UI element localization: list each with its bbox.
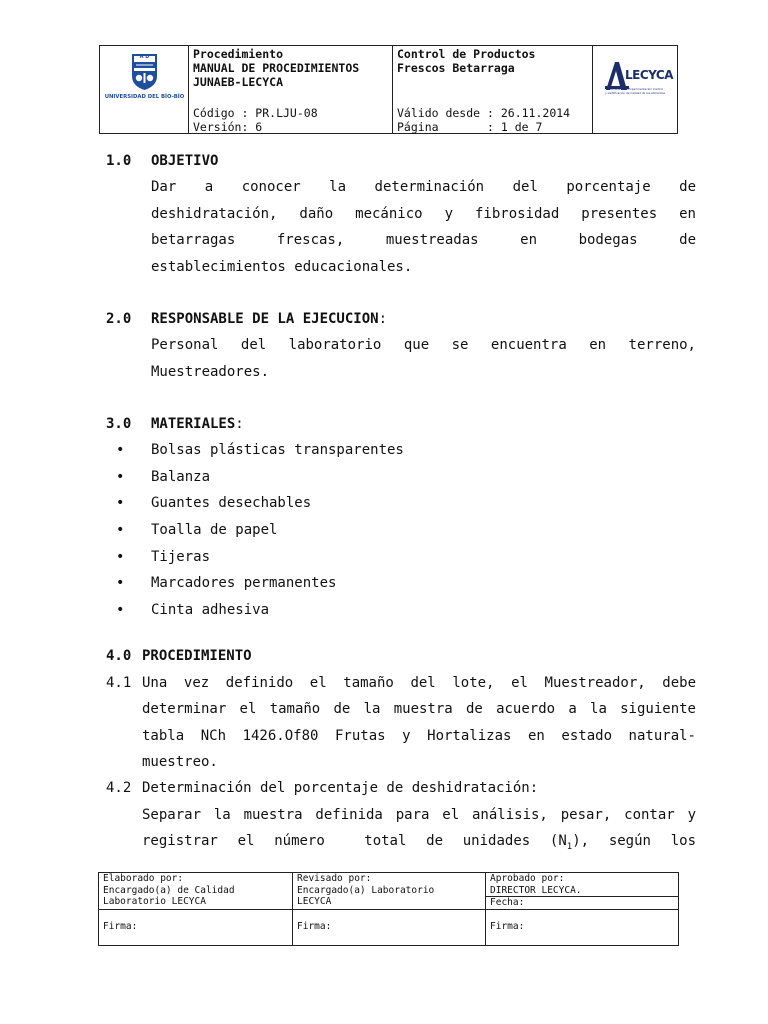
- lecyca-logo-caption1: Laboratorio de Experimentación Control: [606, 87, 663, 91]
- step41-first-line: Una vez definido el tamaño del lote, el Muestreador, debe: [142, 675, 696, 691]
- approval-footer-table: [98, 872, 679, 946]
- section1-last-line: establecimientos educacionales.: [151, 259, 413, 275]
- materials-item: Bolsas plásticas transparentes: [151, 442, 404, 458]
- bullet-icon: •: [116, 442, 125, 458]
- step42-number: 4.2: [106, 780, 132, 796]
- lecyca-logo-name: LECYCA: [625, 68, 674, 82]
- revisado-firma: Firma:: [297, 921, 332, 932]
- revisado-role: Encargado(a) Laboratorio: [297, 884, 435, 896]
- doc-title-line1: Control de Productos: [397, 47, 536, 61]
- footer-elaborado-cell: [99, 873, 293, 945]
- step42-first-line: Determinación del porcentaje de deshidratación:: [142, 780, 539, 796]
- section1-line1: Dar a conocer la determinación del porcentaje de: [151, 179, 696, 195]
- lab-logo-cell: [593, 46, 677, 133]
- university-logo-caption: UNIVERSIDAD DEL BÍO-BÍO: [104, 94, 185, 100]
- aprobado-role: DIRECTOR LECYCA.: [490, 884, 582, 896]
- elaborado-role: Encargado(a) de Calidad: [103, 884, 235, 896]
- elaborado-lab: Laboratorio LECYCA: [103, 896, 206, 907]
- valid-from: Válido desde : 26.11.2014: [397, 106, 571, 120]
- step41-last-line: muestreo.: [142, 754, 218, 770]
- step42-subscript: 1: [566, 841, 573, 852]
- materials-item: Guantes desechables: [151, 495, 312, 511]
- manual-name-line1: MANUAL DE PROCEDIMIENTOS: [193, 61, 360, 75]
- bullet-icon: •: [116, 602, 125, 618]
- section2-number: 2.0: [106, 311, 132, 327]
- bullet-icon: •: [116, 469, 125, 485]
- section3-colon: :: [235, 416, 244, 432]
- step42-last-text-a: registrar el número total de unidades (N: [142, 833, 567, 849]
- bullet-icon: •: [116, 495, 125, 511]
- step42-line2: Separar la muestra definida para el análisis, pesar, contar y: [142, 807, 696, 823]
- step41-number: 4.1: [106, 675, 132, 691]
- revisado-label: Revisado por:: [297, 873, 372, 884]
- section1-heading: OBJETIVO: [151, 153, 219, 169]
- section1-line3: betarragas frescas, muestreadas en bodegas de: [151, 232, 696, 248]
- revisado-lab: LECYCA: [297, 896, 332, 907]
- section2-line1: Personal del laboratorio que se encuentra en terreno,: [151, 337, 696, 353]
- fecha-label: Fecha:: [490, 897, 525, 908]
- section1-line2: deshidratación, daño mecánico y fibrosidad presentes en: [151, 206, 696, 222]
- bullet-icon: •: [116, 549, 125, 565]
- section2-last-line: Muestreadores.: [151, 364, 270, 380]
- materials-item: Tijeras: [151, 549, 211, 565]
- university-logo-top: A D: [139, 54, 150, 60]
- section3-heading: MATERIALES: [151, 416, 236, 432]
- footer-aprobado-cell: [486, 873, 678, 945]
- lecyca-logo-caption2: y Certificación de Calidad de los Alimentos: [605, 91, 665, 95]
- page-number: Página : 1 de 7: [397, 120, 543, 134]
- section1-number: 1.0: [106, 153, 132, 169]
- elaborado-firma: Firma:: [103, 921, 138, 932]
- materials-item: Cinta adhesiva: [151, 602, 270, 618]
- elaborado-label: Elaborado por:: [103, 873, 184, 884]
- document-title-cell: [393, 46, 593, 133]
- doc-type: Procedimiento: [193, 47, 284, 61]
- section2-heading: RESPONSABLE DE LA EJECUCION: [151, 311, 379, 327]
- doc-code: Código : PR.LJU-08: [193, 106, 318, 120]
- section4-number: 4.0: [106, 648, 132, 664]
- section4-heading: PROCEDIMIENTO: [142, 648, 252, 664]
- aprobado-firma: Firma:: [490, 921, 525, 932]
- materials-item: Balanza: [151, 469, 211, 485]
- section2-colon: :: [378, 311, 388, 327]
- section3-heading-wrap: [151, 415, 244, 433]
- manual-name-line2: JUNAEB-LECYCA: [193, 75, 284, 89]
- step42-last-line: [142, 832, 696, 856]
- section3-number: 3.0: [106, 416, 132, 432]
- step42-last-text-b: ), según los: [572, 833, 696, 849]
- materials-item: Toalla de papel: [151, 522, 278, 538]
- materials-item: Marcadores permanentes: [151, 575, 337, 591]
- doc-version: Versión: 6: [193, 120, 263, 134]
- doc-title-line2: Frescos Betarraga: [397, 61, 515, 75]
- bullet-icon: •: [116, 522, 125, 538]
- bullet-icon: •: [116, 575, 125, 591]
- step41-line3: tabla NCh 1426.Of80 Frutas y Hortalizas en estado natural-: [142, 728, 696, 744]
- aprobado-label: Aprobado por:: [490, 873, 565, 884]
- footer-revisado-cell: [293, 873, 486, 945]
- step41-line2: determinar el tamaño de la muestra de acuerdo a la siguiente: [142, 701, 696, 717]
- manual-info-cell: [189, 46, 393, 133]
- document-header-table: [99, 45, 678, 134]
- section2-heading-wrap: [151, 310, 387, 328]
- university-logo-cell: [100, 46, 189, 133]
